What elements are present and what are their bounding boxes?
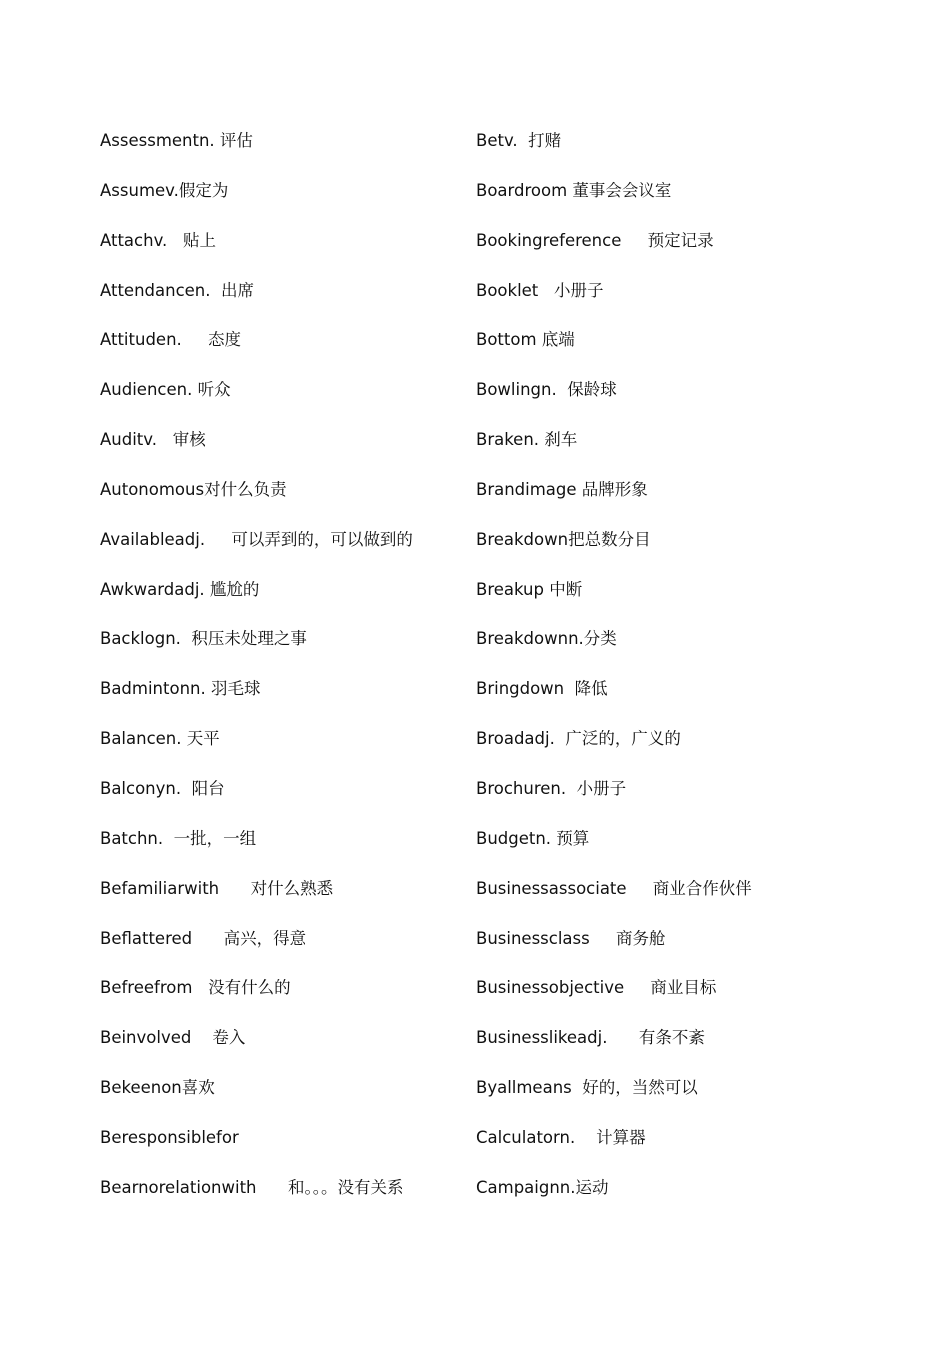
- vocab-entry: Breakdown把总数分目: [476, 529, 651, 549]
- vocab-entry: Attachv. 贴上: [100, 230, 217, 250]
- left-column: [100, 128, 460, 1225]
- vocab-entry: Befamiliarwith 对什么熟悉: [100, 878, 334, 898]
- vocab-entry: Backlogn. 积压未处理之事: [100, 629, 307, 649]
- vocab-entry: Bringdown 降低: [476, 679, 608, 699]
- vocab-entry: Beinvolved 卷入: [100, 1028, 246, 1048]
- vocab-entry: Batchn. 一批，一组: [100, 828, 257, 848]
- vocab-entry: Booklet 小册子: [476, 280, 604, 300]
- vocab-entry: Autonomous对什么负责: [100, 479, 287, 499]
- vocab-entry: Broadadj. 广泛的，广义的: [476, 729, 681, 749]
- vocab-entry: Awkwardadj. 尴尬的: [100, 579, 260, 599]
- vocab-entry: Badmintonn. 羽毛球: [100, 679, 261, 699]
- vocab-entry: Bowlingn. 保龄球: [476, 380, 617, 400]
- vocab-entry: Bekeenon喜欢: [100, 1078, 215, 1098]
- vocab-entry: Braken. 刹车: [476, 430, 578, 450]
- vocab-entry: Calculatorn. 计算器: [476, 1127, 646, 1147]
- vocab-entry: Audiencen. 听众: [100, 380, 231, 400]
- vocab-entry: Brochuren. 小册子: [476, 778, 627, 798]
- vocab-entry: Betv. 打赌: [476, 131, 562, 150]
- vocab-entry: Budgetn. 预算: [476, 828, 590, 848]
- vocab-entry: Businessobjective 商业目标: [476, 978, 717, 998]
- vocab-entry: Businessassociate 商业合作伙伴: [476, 878, 752, 898]
- vocab-entry: Availableadj. 可以弄到的，可以做到的: [100, 529, 413, 549]
- vocab-entry: Campaignn.运动: [476, 1177, 609, 1197]
- vocab-entry: Businesslikeadj. 有条不紊: [476, 1028, 705, 1048]
- vocab-entry: Beflattered 高兴，得意: [100, 928, 307, 948]
- vocab-entry: Byallmeans 好的，当然可以: [476, 1078, 698, 1098]
- vocab-entry: Breakup 中断: [476, 579, 583, 599]
- vocab-entry: Bookingreference 预定记录: [476, 230, 714, 250]
- vocab-entry: Attendancen. 出席: [100, 280, 255, 300]
- right-column: [476, 128, 916, 1225]
- vocab-entry: Businessclass 商务舱: [476, 928, 666, 948]
- vocab-entry: Balancen. 天平: [100, 729, 220, 749]
- vocab-entry: Befreefrom 没有什么的: [100, 978, 291, 998]
- vocab-entry: Auditv. 审核: [100, 430, 206, 450]
- vocab-entry: Bottom 底端: [476, 330, 575, 350]
- vocab-entry: Beresponsiblefor: [100, 1127, 239, 1147]
- vocab-entry: Assessmentn. 评估: [100, 131, 253, 150]
- vocab-entry: Bearnorelationwith 和。。。没有关系: [100, 1177, 404, 1197]
- vocab-entry: Attituden. 态度: [100, 330, 241, 350]
- vocab-entry: Brandimage 品牌形象: [476, 479, 648, 499]
- vocab-entry: Balconyn. 阳台: [100, 778, 225, 798]
- vocab-entry: Assumev.假定为: [100, 180, 229, 200]
- vocab-entry: Breakdownn.分类: [476, 629, 617, 649]
- vocab-entry: Boardroom 董事会会议室: [476, 180, 672, 200]
